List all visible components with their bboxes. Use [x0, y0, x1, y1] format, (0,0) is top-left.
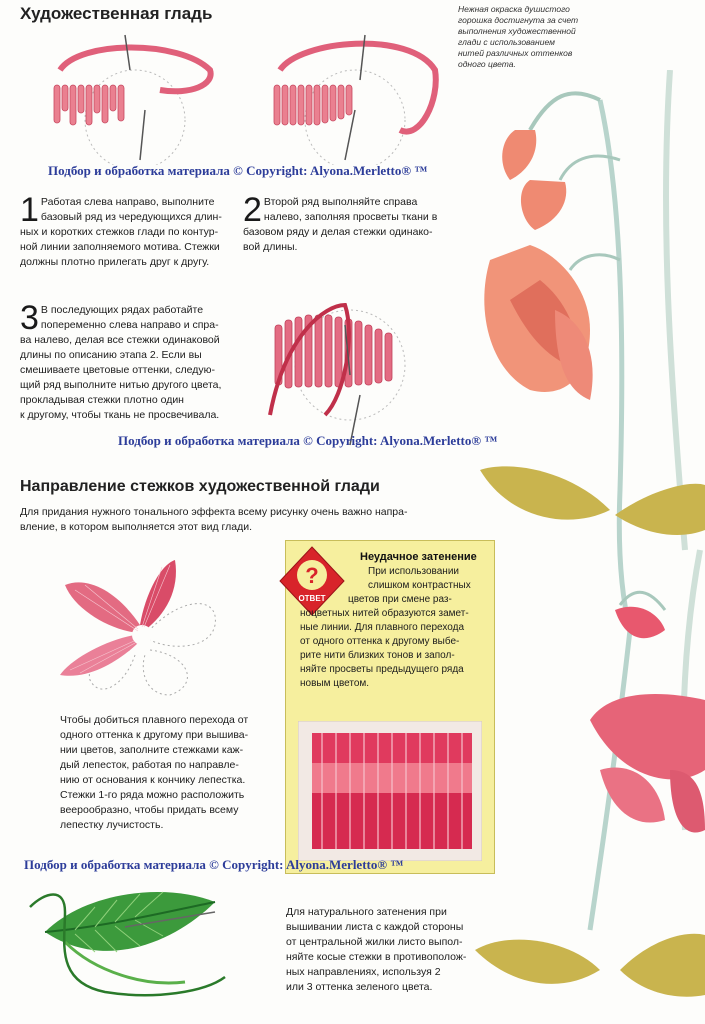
flower-petal — [590, 694, 705, 779]
stem — [530, 93, 600, 130]
section-title-satin-stitch: Художественная гладь — [20, 4, 213, 23]
step-number: 1 — [20, 191, 39, 229]
leaf — [480, 466, 610, 519]
step-2: 2 Второй ряд выполняйте справа налево, заполняя просветы ткани в базовом ряду и делая стежки одинако- вой длины. — [243, 191, 438, 253]
stem — [570, 255, 620, 270]
copyright-watermark: Подбор и обработка материала © Copyright: Alyona.Merletto® ™ — [118, 433, 498, 448]
leaf — [615, 484, 705, 535]
step-1: 1 Работая слева направо, выполните базовый ряд из чередующихся длин- ных и коротких стежков глади по контур- ной линии заполняемого мотива. Стежки должны плотно прилегать друг к другу. — [20, 191, 222, 268]
copyright-watermark: Подбор и обработка материала © Copyright: Alyona.Merletto® ™ — [24, 857, 404, 872]
tip-title: Неудачное затенение — [360, 551, 477, 563]
leaf — [620, 934, 705, 997]
leaf-instructions: Для натурального затенения при вышивании листа с каждой стороны от центральной жилки листо выпол- няйте косые стежки в противополож- ных направлениях, используя 2 или 3 оттенка зеленого цвета. — [286, 906, 467, 993]
step-3: 3 В последующих рядах работайте попеременно слева направо и спра- ва налево, делая все стежки одинаковой длины по описанию этапа 2. Если вы смешиваете цветовые оттенки, следую- щий ряд выполните нитью другого цвета, прокладывая стежки плотно один к другому, чтобы ткань не просвечивала. — [20, 299, 222, 421]
stitch-step3-illustration — [265, 295, 440, 450]
flower-bud — [615, 607, 665, 638]
stitch-step1-illustration — [40, 30, 230, 165]
flower-petal — [670, 770, 705, 833]
tip-text-top: При использовании слишком контрастных — [368, 566, 471, 591]
section-intro: Для придания нужного тонального эффекта всему рисунку очень важно напра- вление, в котором выполняется этот вид глади. — [20, 506, 408, 533]
section-title-stitch-direction: Направление стежков художественной глади — [20, 478, 380, 495]
sweet-pea-illustration — [470, 70, 705, 1024]
flower-bud — [521, 180, 566, 230]
poor-shading-swatch — [298, 721, 482, 861]
petal-direction-illustration — [50, 555, 240, 705]
flower-bud — [502, 130, 536, 180]
step-number: 3 — [20, 299, 39, 337]
tip-box-poor-shading — [285, 540, 495, 874]
stitch-step2-illustration — [260, 30, 450, 165]
stem — [600, 100, 630, 630]
step-number: 2 — [243, 191, 262, 229]
photo-caption: Нежная окраска душистого горошка достигнута за счет выполнения художественной глади с использованием нитей различных оттенков одного цвета. — [458, 4, 579, 69]
stem — [666, 70, 685, 550]
copyright-watermark: Подбор и обработка материала © Copyright: Alyona.Merletto® ™ — [48, 163, 428, 178]
badge-label: ОТВЕТ — [298, 594, 326, 603]
tip-text-main: ноцветных нитей образуются замет- ные линии. Для плавного перехода от одного оттенка к другому выбе- рите нити близких тонов и запол- няйте просветы предыдущего ряда новым цветом. — [300, 608, 469, 689]
question-mark-icon: ? — [305, 563, 319, 588]
petal-instructions: Чтобы добиться плавного перехода от одного оттенка к другому при вышива- нии цветов, заполните стежками каж- дый лепесток, работая по направле- нию от основания к кончику лепестка. Стежки 1-го ряда можно расположить веерообразно, чтобы придать всему лепестку лучистость. — [60, 714, 249, 831]
tip-text-bottom: цветов при смене раз- — [348, 594, 452, 605]
leaf-shading-illustration — [25, 872, 245, 1002]
leaf — [475, 940, 600, 984]
